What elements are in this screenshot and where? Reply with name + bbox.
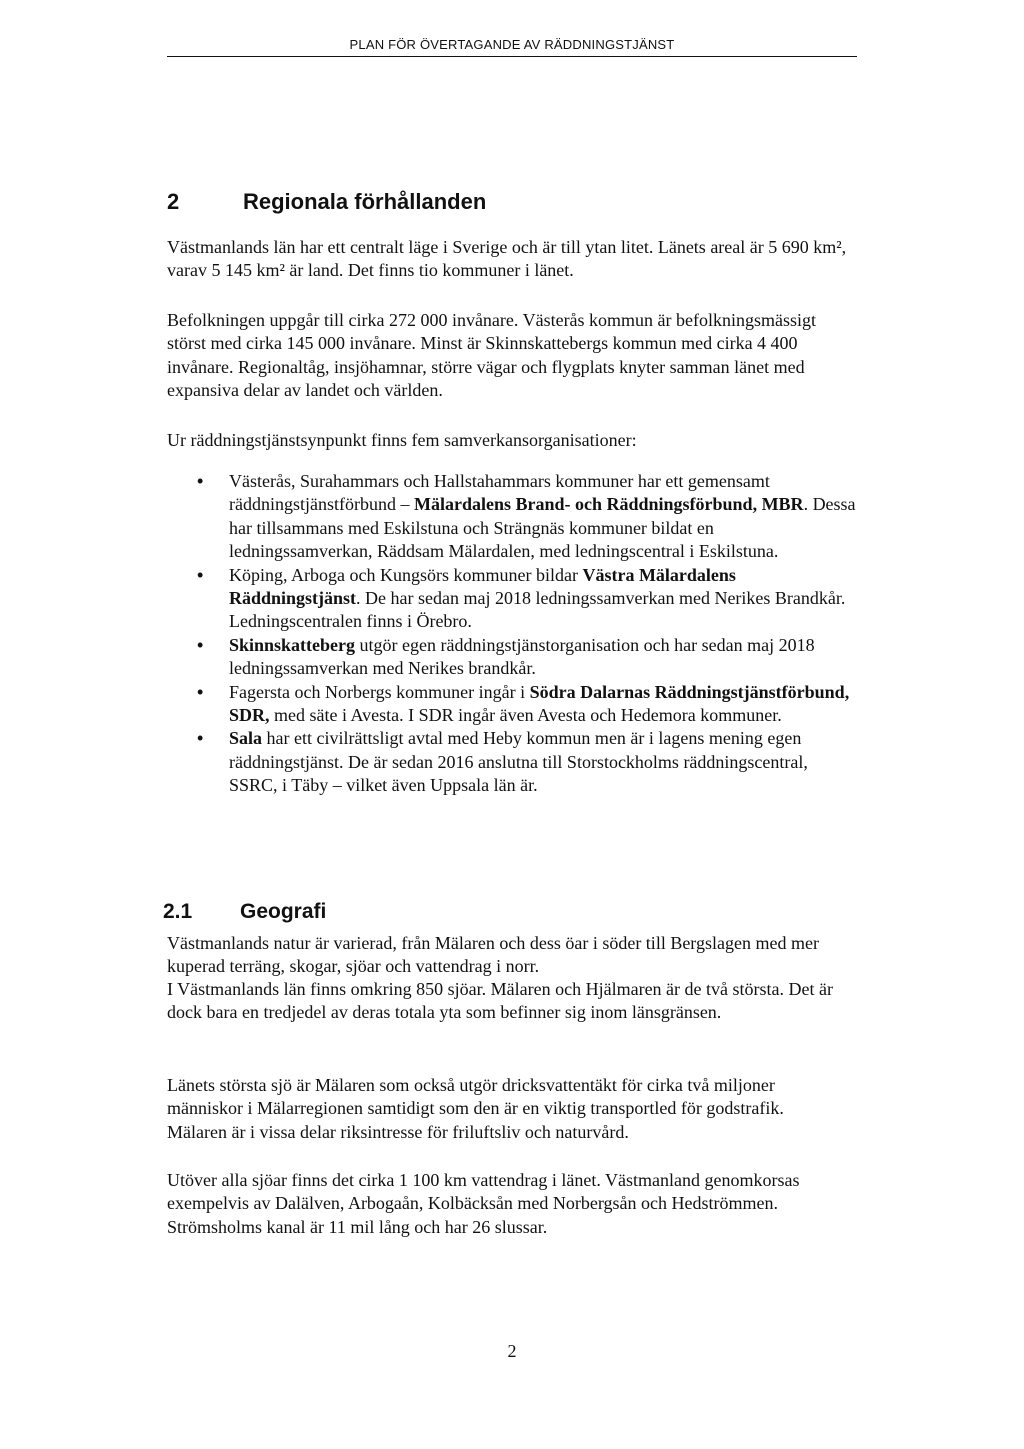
bullet-text: med säte i Avesta. I SDR ingår även Avesta och Hedemora kommuner. <box>269 705 782 726</box>
bullet-text: . De har sedan maj 2018 ledningssamverkan med Nerikes Brandkår. Ledningscentralen finns i Örebro. <box>229 588 846 632</box>
bullet-icon: • <box>197 634 204 655</box>
bullet-icon: • <box>197 681 204 702</box>
bullet-icon: • <box>197 564 204 585</box>
subsection-title: Geografi <box>240 900 327 923</box>
bullet-emphasis: Södra Dalarnas Räddningstjänstförbund, SDR, <box>229 681 850 726</box>
paragraph: Länets största sjö är Mälaren som också utgör dricksvattentäkt för cirka två miljoner människor i Mälarregionen samtidigt som den är en viktig transportled för godstrafik. Mälaren är i vissa delar riksintresse för friluftsliv och naturvård. <box>167 1075 784 1142</box>
bullet-text: Fagersta och Norbergs kommuner ingår i <box>229 681 530 702</box>
paragraph: Västmanlands natur är varierad, från Mälaren och dess öar i söder till Bergslagen med mer kuperad terräng, skogar, sjöar och vattendrag i norr. <box>167 933 819 977</box>
list-item <box>167 634 857 681</box>
bullet-list <box>167 470 857 798</box>
bullet-emphasis: Mälardalens Brand- och Räddningsförbund, MBR <box>413 494 804 515</box>
bullet-emphasis: Västra Mälardalens Räddningstjänst <box>229 564 736 609</box>
subsection-number: 2.1 <box>163 900 193 923</box>
section-title: Regionala förhållanden <box>243 189 487 214</box>
bullet-emphasis: Skinnskatteberg <box>229 634 356 655</box>
bullet-text: har ett civilrättsligt avtal med Heby kommun men är i lagens mening egen räddningstjänst. De är sedan 2016 anslutna till Storstockholms räddningscentral, SSRC, i Täby – vilket även Uppsala län är. <box>229 728 808 796</box>
running-header: PLAN FÖR ÖVERTAGANDE AV RÄDDNINGSTJÄNST <box>349 37 675 52</box>
paragraph: Utöver alla sjöar finns det cirka 1 100 km vattendrag i länet. Västmanland genomkorsas exempelvis av Dalälven, Arbogaån, Kolbäcksån med Norbergsån och Hedströmmen. Strömsholms kanal är 11 mil lång och har 26 slussar. <box>167 1170 800 1237</box>
bullet-text: utgör egen räddningstjänstorganisation och har sedan maj 2018 ledningssamverkan med Nerikes brandkår. <box>229 634 815 679</box>
bullet-text: Köping, Arboga och Kungsörs kommuner bildar <box>229 564 583 585</box>
bullet-text: Västerås, Surahammars och Hallstahammars kommuner har ett gemensamt räddningstjänstförbund – <box>229 471 770 515</box>
list-item <box>167 564 857 634</box>
section-number: 2 <box>167 189 180 214</box>
page-number: 2 <box>507 1341 517 1361</box>
list-item <box>167 681 857 728</box>
paragraph: Ur räddningstjänstsynpunkt finns fem samverkansorganisationer: <box>167 430 637 450</box>
header-rule <box>167 56 857 57</box>
bullet-emphasis: Sala <box>229 728 263 749</box>
paragraph: I Västmanlands län finns omkring 850 sjöar. Mälaren och Hjälmaren är de två största. Det är dock bara en tredjedel av deras totala yta som befinner sig inom länsgränsen. <box>167 979 833 1023</box>
bullet-text: . Dessa har tillsammans med Eskilstuna och Strängnäs kommuner bildat en ledningssamverkan, Räddsam Mälardalen, med ledningscentral i Eskilstuna. <box>229 494 856 562</box>
paragraph: Befolkningen uppgår till cirka 272 000 invånare. Västerås kommun är befolkningsmässigt störst med cirka 145 000 invånare. Minst är Skinnskattebergs kommun med cirka 4 400 invånare. Regionaltåg, insjöhamnar, större vägar och flygplats knyter samman länet med expansiva delar av landet och världen. <box>167 310 817 401</box>
list-item <box>167 470 857 564</box>
list-item <box>167 727 857 797</box>
paragraph: Västmanlands län har ett centralt läge i Sverige och är till ytan litet. Länets areal är 5 690 km², varav 5 145 km² är land. Det finns tio kommuner i länet. <box>167 237 847 281</box>
bullet-icon: • <box>197 471 204 491</box>
bullet-icon: • <box>197 728 204 749</box>
